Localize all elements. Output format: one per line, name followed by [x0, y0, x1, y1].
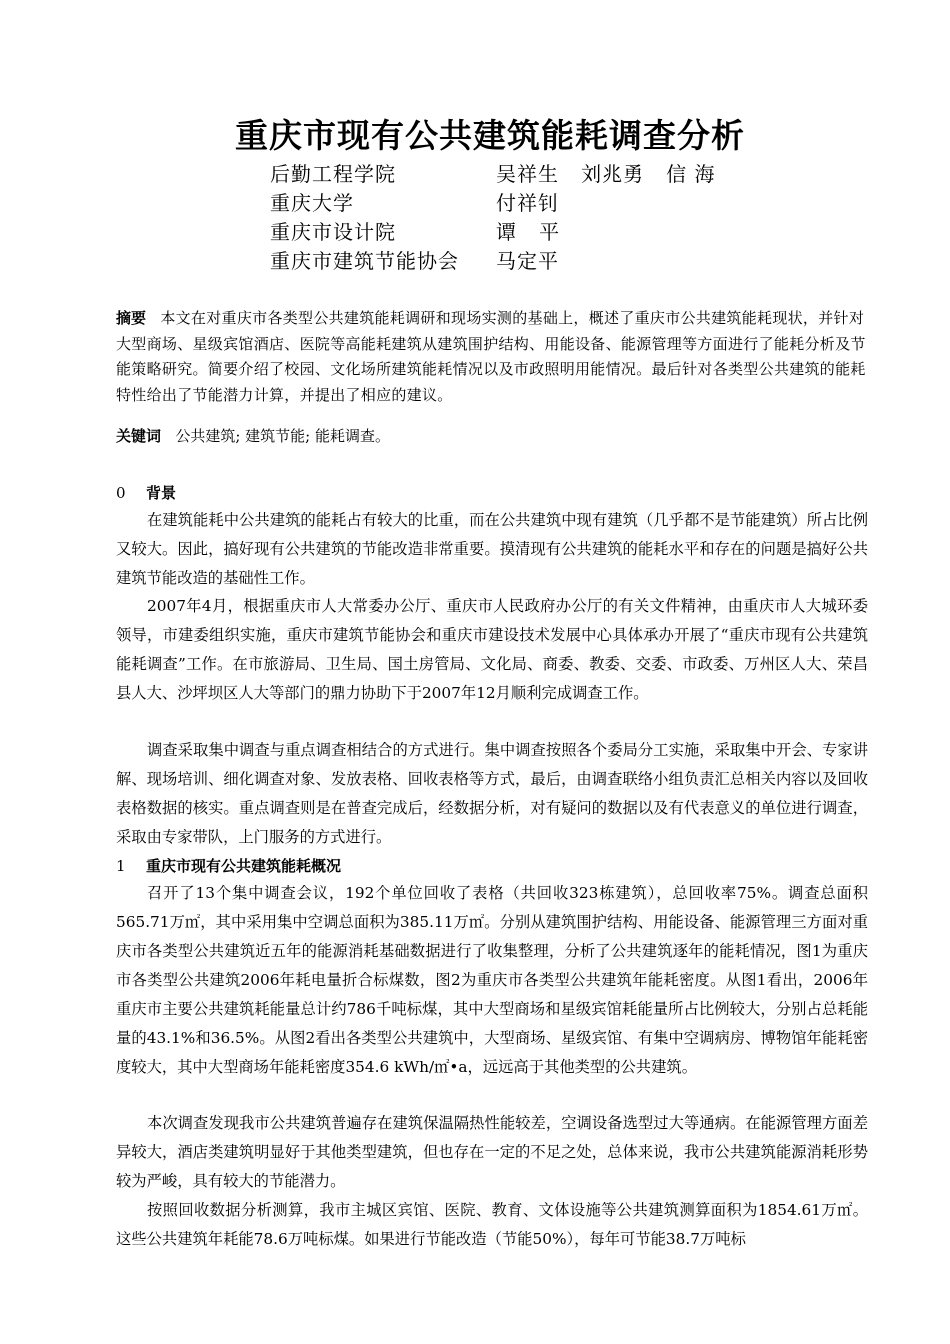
author-names: 吴祥生 刘兆勇 信 海 — [496, 162, 716, 186]
keywords-label: 关键词 — [116, 427, 162, 445]
paragraph: 本次调查发现我市公共建筑普遍存在建筑保温隔热性能较差，空调设备选型过大等通病。在能源管理方面差异较大，酒店类建筑明显好于其他类型建筑，但也存在一定的不足之处，总体来说，我市公共建筑能源消耗形势较为严峻，具有较大的节能潜力。 — [116, 1114, 868, 1190]
abstract-text: 本文在对重庆市各类型公共建筑能耗调研和现场实测的基础上，概述了重庆市公共建筑能耗现状，并针对大型商场、星级宾馆酒店、医院等高能耗建筑从建筑围护结构、用能设备、能源管理等方面进行了能耗分析及节能策略研究。简要介绍了校园、文化场所建筑能耗情况以及市政照明用能情况。最后针对各类型公共建筑的能耗特性给出了节能潜力计算，并提出了相应的建议。 — [116, 309, 866, 404]
author-row — [270, 247, 716, 276]
section-title: 重庆市现有公共建筑能耗概况 — [146, 857, 342, 875]
author-row — [270, 160, 716, 189]
section-heading-background — [116, 482, 176, 503]
affiliation: 后勤工程学院 — [270, 162, 396, 186]
section-number: 1 — [116, 857, 126, 875]
keywords — [116, 424, 390, 448]
author-names: 谭 平 — [496, 220, 561, 244]
section-heading-overview — [116, 855, 341, 876]
affiliation: 重庆大学 — [270, 191, 354, 215]
paragraph: 按照回收数据分析测算，我市主城区宾馆、医院、教育、文体设施等公共建筑测算面积为1854.61万㎡。这些公共建筑年耗能78.6万吨标煤。如果进行节能改造（节能50%），每年可节能38.7万吨标 — [116, 1201, 868, 1248]
paragraph: 调查采取集中调查与重点调查相结合的方式进行。集中调查按照各个委局分工实施，采取集中开会、专家讲解、现场培训、细化调查对象、发放表格、回收表格等方式，最后，由调查联络小组负责汇总相关内容以及回收表格数据的核实。重点调查则是在普查完成后，经数据分析，对有疑问的数据以及有代表意义的单位进行调查，采取由专家带队，上门服务的方式进行。 — [116, 741, 868, 846]
section-number: 0 — [116, 484, 126, 502]
author-names: 付祥钊 — [496, 191, 559, 215]
affiliation: 重庆市设计院 — [270, 220, 396, 244]
author-row — [270, 189, 716, 218]
affiliation: 重庆市建筑节能协会 — [270, 249, 459, 273]
abstract-label: 摘要 — [116, 309, 147, 327]
author-row — [270, 218, 716, 247]
abstract — [116, 306, 878, 408]
author-block — [270, 160, 716, 276]
section-title: 背景 — [146, 484, 177, 502]
author-names: 马定平 — [496, 249, 559, 273]
keywords-text: 公共建筑; 建筑节能; 能耗调查。 — [175, 427, 390, 445]
paragraph: 在建筑能耗中公共建筑的能耗占有较大的比重，而在公共建筑中现有建筑（几乎都不是节能建筑）所占比例又较大。因此，搞好现有公共建筑的节能改造非常重要。摸清现有公共建筑的能耗水平和存在的问题是搞好公共建筑节能改造的基础性工作。 — [116, 511, 868, 587]
paper-title: 重庆市现有公共建筑能耗调查分析 — [235, 116, 745, 155]
paragraph: 召开了13个集中调查会议，192个单位回收了表格（共回收323栋建筑），总回收率75%。调查总面积565.71万㎡，其中采用集中空调总面积为385.11万㎡。分别从建筑围护结构、用能设备、能源管理三方面对重庆市各类型公共建筑近五年的能源消耗基础数据进行了收集整理，分析了公共建筑逐年的能耗情况，图1为重庆市各类型公共建筑2006年耗电量折合标煤数，图2为重庆市各类型公共建筑年能耗密度。从图1看出，2006年重庆市主要公共建筑耗能量总计约786千吨标煤，其中大型商场和星级宾馆耗能量所占比例较大，分别占总耗能量的43.1%和36.5%。从图2看出各类型公共建筑中，大型商场、星级宾馆、有集中空调病房、博物馆年能耗密度较大，其中大型商场年能耗密度354.6 kWh/㎡•a，远远高于其他类型的公共建筑。 — [116, 884, 868, 1076]
paragraph: 2007年4月，根据重庆市人大常委办公厅、重庆市人民政府办公厅的有关文件精神，由重庆市人大城环委领导，市建委组织实施，重庆市建筑节能协会和重庆市建设技术发展中心具体承办开展了“重庆市现有公共建筑能耗调查”工作。在市旅游局、卫生局、国土房管局、文化局、商委、教委、交委、市政委、万州区人大、荣昌县人大、沙坪坝区人大等部门的鼎力协助下于2007年12月顺利完成调查工作。 — [116, 597, 868, 702]
